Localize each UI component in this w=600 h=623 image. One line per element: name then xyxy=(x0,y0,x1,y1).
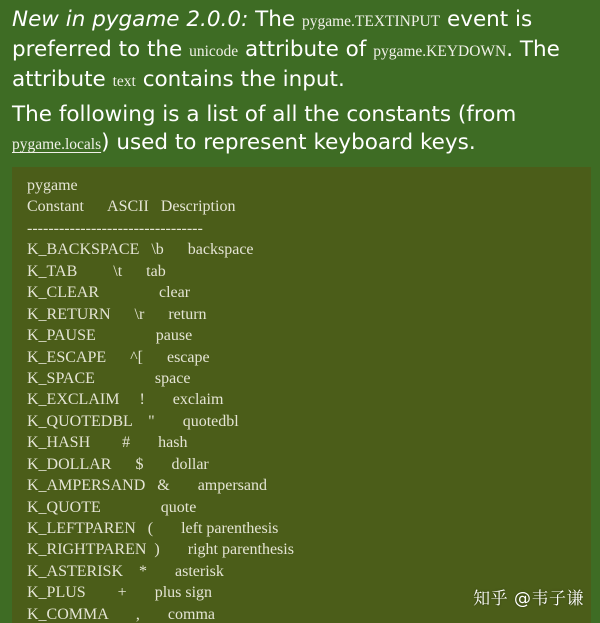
zhihu-watermark: 知乎 @韦子谦 xyxy=(473,589,584,609)
code-line: K_RETURN \r return xyxy=(27,305,207,323)
code-line: K_DOLLAR $ dollar xyxy=(27,455,209,473)
note-text: The xyxy=(248,7,302,32)
code-line: K_SPACE space xyxy=(27,369,191,387)
code-line: K_ASTERISK * asterisk xyxy=(27,562,224,580)
code-line: K_PAUSE pause xyxy=(27,327,193,345)
code-line: K_AMPERSAND & ampersand xyxy=(27,477,267,495)
code-line: K_CLEAR clear xyxy=(27,284,191,302)
code-line: K_HASH # hash xyxy=(27,434,188,452)
pygame-locals-link[interactable]: pygame.locals xyxy=(12,136,102,153)
keydown-code: pygame.KEYDOWN xyxy=(373,43,507,60)
note-text: . The attribute xyxy=(12,37,560,92)
constants-intro-text: ) used to represent keyboard keys. xyxy=(101,130,476,155)
note-text: contains the input. xyxy=(135,67,345,92)
code-line: pygame xyxy=(27,177,78,194)
text-code: text xyxy=(112,73,136,90)
code-line: K_LEFTPAREN ( left parenthesis xyxy=(27,520,279,537)
textinput-code: pygame.TEXTINPUT xyxy=(301,13,441,30)
code-line: --------------------------------- xyxy=(27,219,203,237)
unicode-code: unicode xyxy=(189,43,239,60)
code-line: K_QUOTEDBL " quotedbl xyxy=(27,412,239,430)
code-line: K_RIGHTPAREN ) right parenthesis xyxy=(27,541,294,559)
code-line: K_TAB \t tab xyxy=(27,262,166,280)
version-note-paragraph xyxy=(12,6,590,96)
key-constants-code-block xyxy=(12,167,591,623)
code-line: K_BACKSPACE \b backspace xyxy=(27,241,254,259)
code-line: K_PLUS + plus sign xyxy=(27,584,213,602)
constants-intro-text: The following is a list of all the constants (from xyxy=(12,102,517,127)
code-lines xyxy=(12,167,591,623)
code-line: Constant ASCII Description xyxy=(27,198,236,216)
note-text: event is preferred to the xyxy=(12,7,533,62)
new-in-version-label: New in pygame 2.0.0: xyxy=(12,7,249,32)
code-line: K_QUOTE quote xyxy=(27,498,197,516)
constants-intro-paragraph xyxy=(12,101,590,159)
note-text: attribute of xyxy=(238,37,374,62)
code-line: K_EXCLAIM ! exclaim xyxy=(27,391,224,409)
code-line: K_COMMA , comma xyxy=(27,605,215,623)
code-line: K_ESCAPE ^[ escape xyxy=(27,348,210,366)
